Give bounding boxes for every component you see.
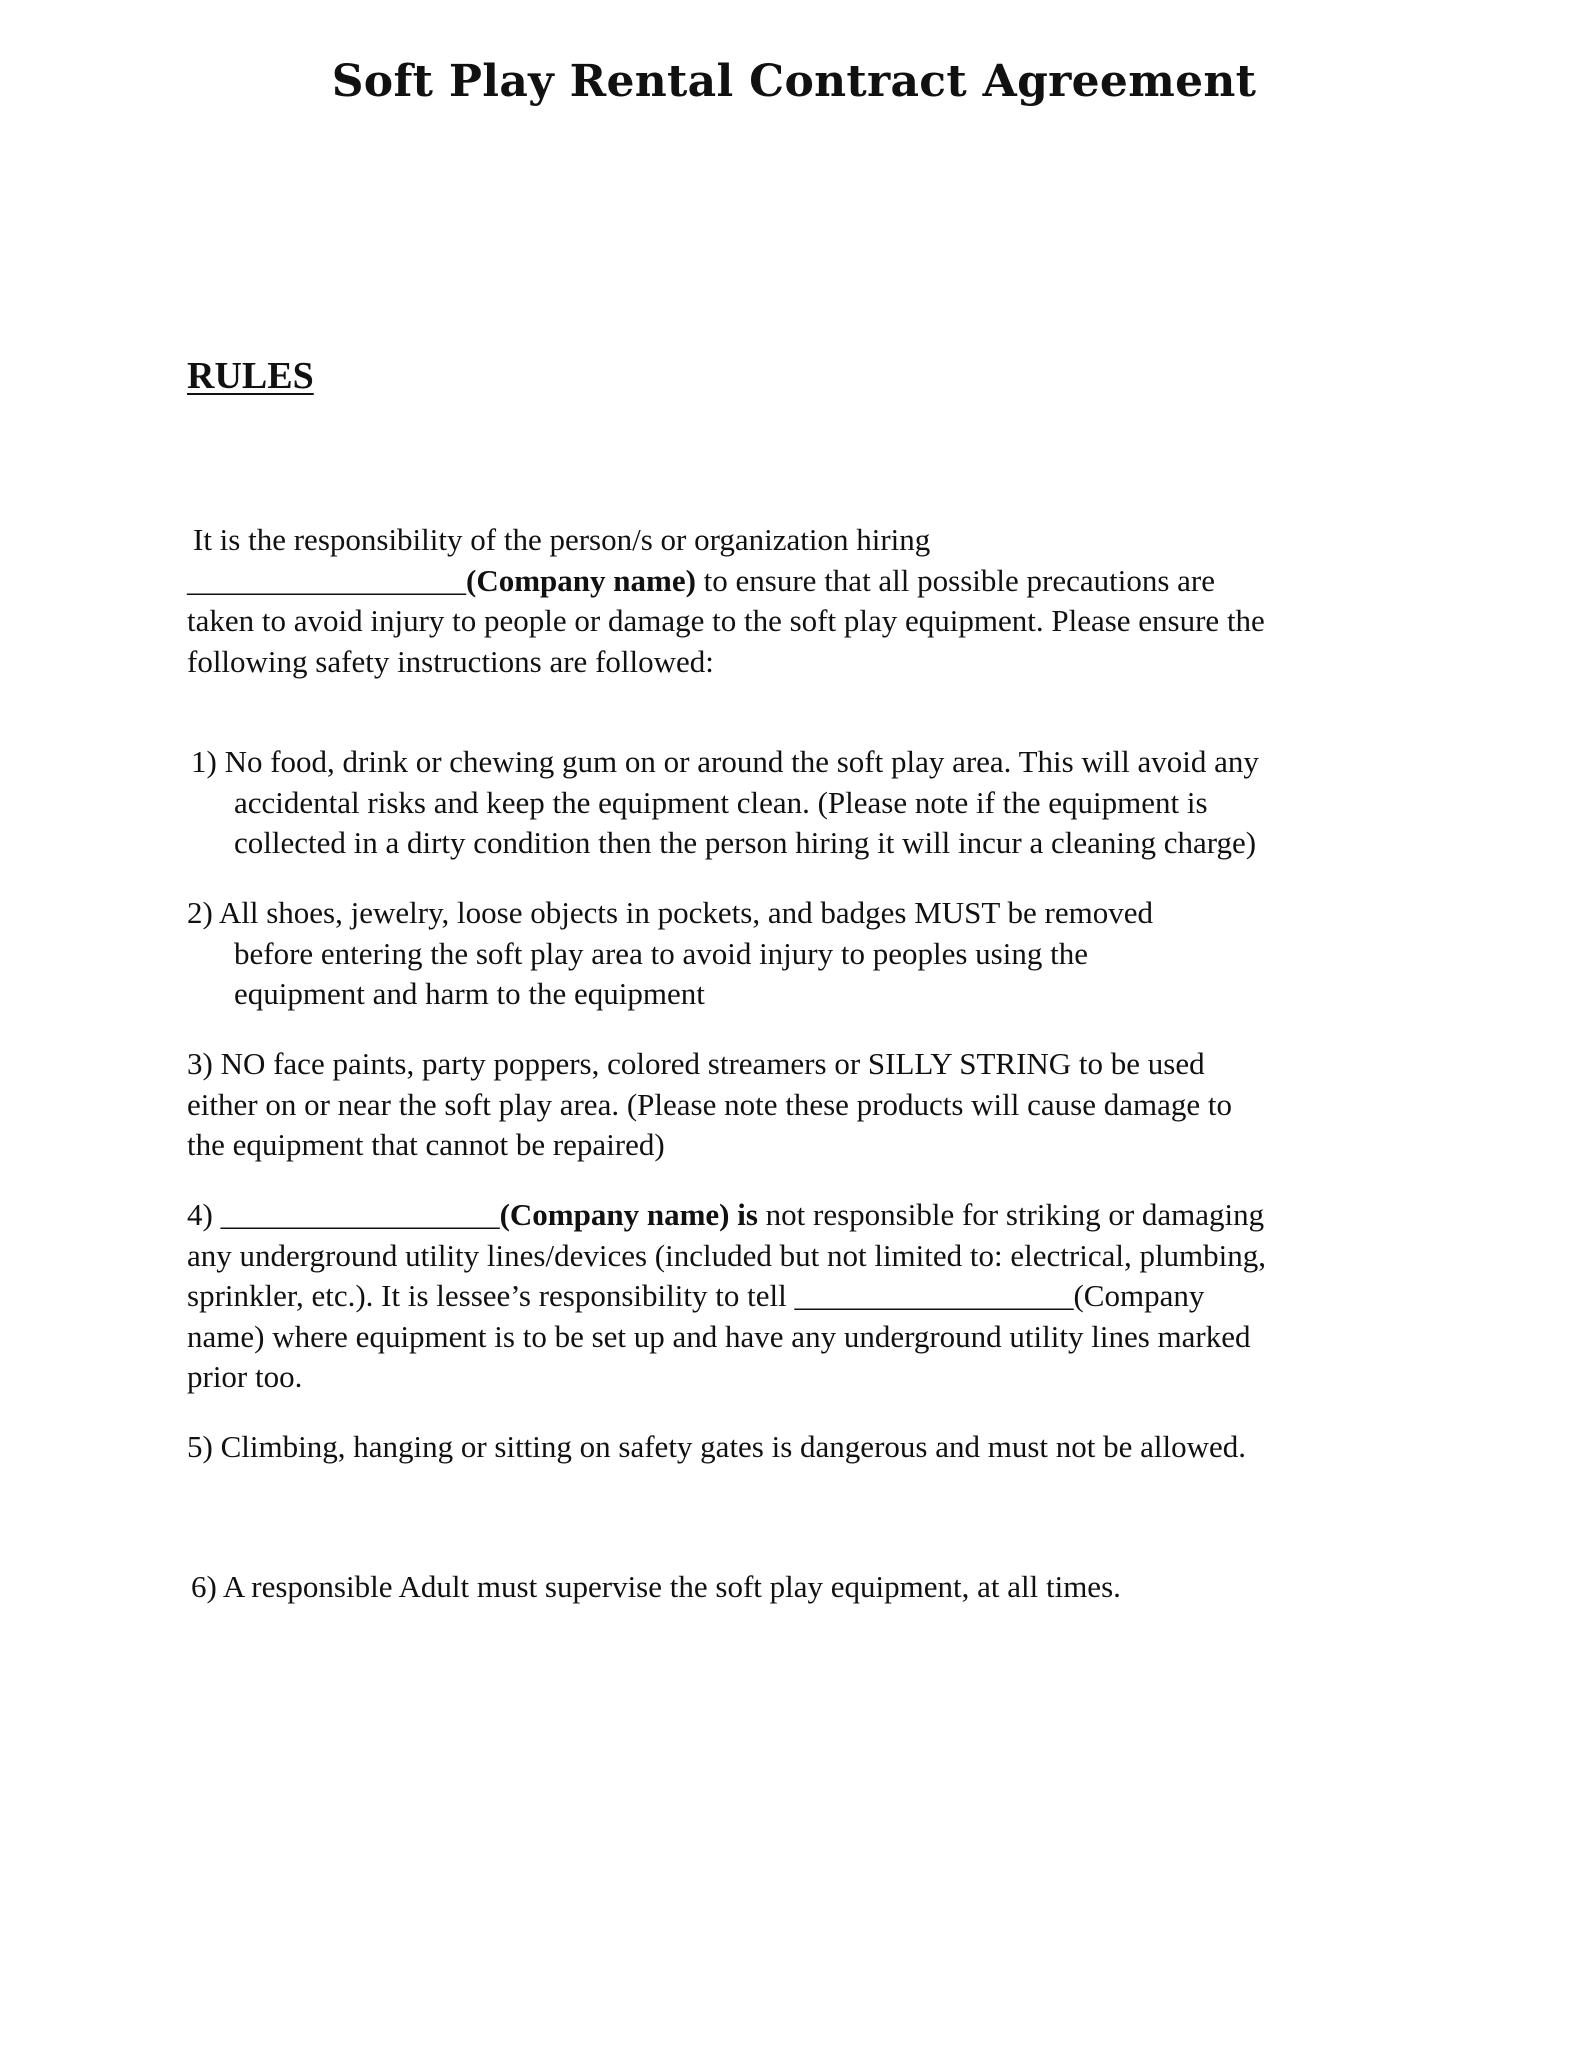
intro-line-2-rest: to ensure that all possible precautions are <box>695 562 1216 598</box>
rule-4-line-2: any underground utility lines/devices (included but not limited to: electrical, plumbing, <box>187 1237 1267 1273</box>
intro-line-1: It is the responsibility of the person/s or organization hiring <box>193 522 931 557</box>
rule-4 <box>187 1195 1387 1398</box>
rule-5 <box>187 1427 1387 1468</box>
intro-line-2 <box>187 561 1387 602</box>
rule-2-line-3: equipment and harm to the equipment <box>234 976 705 1011</box>
rule-4-line-4: name) where equipment is to be set up and have any underground utility lines marked <box>187 1318 1251 1354</box>
intro-line-3: taken to avoid injury to people or damage to the soft play equipment. Please ensure the <box>187 603 1265 638</box>
rule-2-line-2: before entering the soft play area to avoid injury to peoples using the <box>234 935 1088 971</box>
rule-1-line-1: 1) No food, drink or chewing gum on or around the soft play area. This will avoid any <box>191 744 1259 779</box>
company-name-label: (Company name) is <box>499 1197 758 1232</box>
rule-6-line-1: 6) A responsible Adult must supervise the soft play equipment, at all times. <box>191 1569 1121 1604</box>
rule-4-line-1 <box>187 1195 1387 1236</box>
rule-3-line-1: 3) NO face paints, party poppers, colored streamers or SILLY STRING to be used <box>187 1046 1205 1081</box>
intro-line-4: following safety instructions are followed: <box>187 643 714 679</box>
rule-4-line-3-end: (Company <box>1073 1278 1205 1313</box>
company-name-blank: __________________ <box>794 1278 1074 1313</box>
rule-1 <box>187 742 1387 864</box>
rule-4-line-3-start: sprinkler, etc.). It is lessee’s responsibility to tell <box>187 1278 795 1313</box>
company-name-label: (Company name) <box>466 562 696 598</box>
rule-4-line-5: prior too. <box>187 1359 303 1394</box>
document-title: Soft Play Rental Contract Agreement <box>331 56 1257 107</box>
rule-4-line-1-rest: not responsible for striking or damaging <box>757 1197 1265 1232</box>
rule-3 <box>187 1044 1387 1166</box>
rule-2-line-1: 2) All shoes, jewelry, loose objects in pockets, and badges MUST be removed <box>187 895 1153 930</box>
rule-3-line-2: either on or near the soft play area. (Please note these products will cause damage to <box>187 1086 1232 1122</box>
company-name-blank: __________________ <box>187 562 466 598</box>
rules-heading: RULES <box>187 355 314 397</box>
rule-1-line-3: collected in a dirty condition then the person hiring it will incur a cleaning charge) <box>234 825 1257 860</box>
intro-paragraph <box>187 520 1387 682</box>
rule-4-prefix: 4) <box>187 1197 221 1232</box>
rule-2 <box>187 893 1387 1015</box>
rule-6 <box>187 1567 1387 1608</box>
company-name-blank: __________________ <box>220 1197 500 1232</box>
rule-5-line-1: 5) Climbing, hanging or sitting on safety gates is dangerous and must not be allowed. <box>187 1429 1247 1464</box>
rule-3-line-3: the equipment that cannot be repaired) <box>187 1127 665 1162</box>
rule-1-line-2: accidental risks and keep the equipment clean. (Please note if the equipment is <box>234 784 1208 820</box>
rule-4-line-3 <box>187 1276 1387 1317</box>
